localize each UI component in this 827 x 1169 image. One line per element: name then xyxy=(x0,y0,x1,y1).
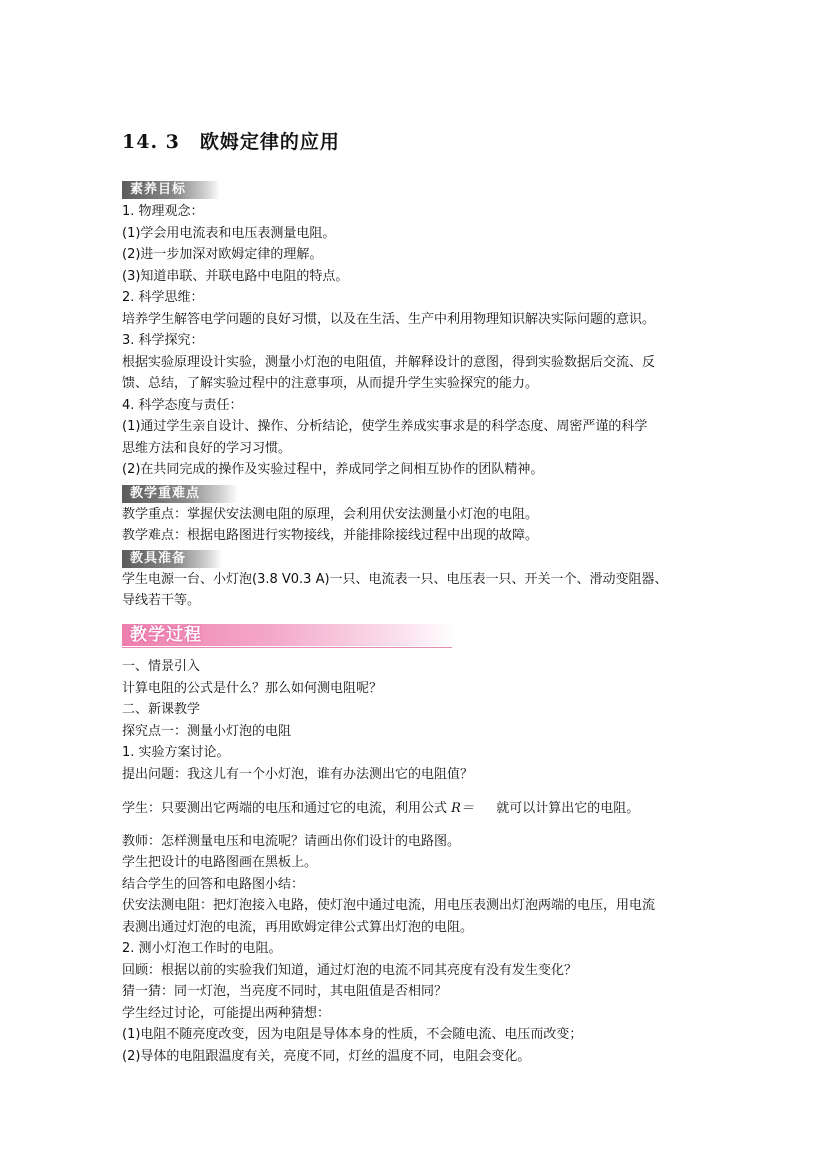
text-line: 1. 实验方案讨论。 xyxy=(122,745,230,760)
section-tag-difficulty: 教学重难点 xyxy=(122,485,238,503)
section-tag-goals: 素养目标 xyxy=(122,181,220,199)
text-line: (2)在共同完成的操作及实验过程中，养成同学之间相互协作的团队精神。 xyxy=(122,462,544,477)
text-line: (1)电阻不随亮度改变，因为电阻是导体本身的性质，不会随电流、电压而改变； xyxy=(122,1027,583,1042)
text-line: (2)进一步加深对欧姆定律的理解。 xyxy=(122,247,323,262)
page-title: 14. 3 欧姆定律的应用 xyxy=(122,131,340,153)
text-line: 教师：怎样测量电压和电流呢？请画出你们设计的电路图。 xyxy=(122,834,461,849)
text-line: 教学重点：掌握伏安法测电阻的原理，会利用伏安法测量小灯泡的电阻。 xyxy=(122,507,539,522)
text-line: 1. 物理观念： xyxy=(122,204,204,219)
text-line: 伏安法测电阻：把灯泡接入电路，使灯泡中通过电流，用电压表测出灯泡两端的电压，用电流 xyxy=(122,898,656,913)
text-line: 结合学生的回答和电路图小结： xyxy=(122,877,305,892)
text-line: 探究点一：测量小灯泡的电阻 xyxy=(122,724,292,739)
text-line: 一、情景引入 xyxy=(122,659,201,674)
text-line: 教学难点：根据电路图进行实物接线，并能排除接线过程中出现的故障。 xyxy=(122,528,539,543)
text-segment: 学生：只要测出它两端的电压和通过它的电流，利用公式 xyxy=(122,801,448,816)
text-segment: 就可以计算出它的电阻。 xyxy=(496,801,640,816)
text-line: (1)通过学生亲自设计、操作、分析结论，使学生养成实事求是的科学态度、周密严谨的科学 xyxy=(122,419,648,434)
text-line: 计算电阻的公式是什么？那么如何测电阻呢？ xyxy=(122,681,383,696)
text-line: 回顾：根据以前的实验我们知道，通过灯泡的电流不同其亮度有没有发生变化？ xyxy=(122,963,578,978)
text-line: 学生把设计的电路图画在黑板上。 xyxy=(122,855,318,870)
text-line: (3)知道串联、并联电路中电阻的特点。 xyxy=(122,269,349,284)
text-line: 学生电源一台、小灯泡(3.8 V0.3 A)一只、电流表一只、电压表一只、开关一个、滑动变阻器、 xyxy=(122,572,668,587)
text-line: 猜一猜：同一灯泡，当亮度不同时，其电阻值是否相同？ xyxy=(122,984,448,999)
ohm-formula: R＝ xyxy=(451,801,474,816)
text-line: 学生经过讨论，可能提出两种猜想： xyxy=(122,1006,331,1021)
text-line: 3. 科学探究： xyxy=(122,333,204,348)
section-tag-prep: 教具准备 xyxy=(122,550,222,568)
text-line: (2)导体的电阻跟温度有关，亮度不同，灯丝的温度不同，电阻会变化。 xyxy=(122,1049,531,1064)
text-line: 2. 测小灯泡工作时的电阻。 xyxy=(122,941,282,956)
text-line: (1)学会用电流表和电压表测量电阻。 xyxy=(122,226,336,241)
text-line: 2. 科学思维： xyxy=(122,290,204,305)
text-line: 馈、总结，了解实验过程中的注意事项，从而提升学生实验探究的能力。 xyxy=(122,376,539,391)
text-line-with-formula xyxy=(122,801,639,817)
text-line: 培养学生解答电学问题的良好习惯，以及在生活、生产中利用物理知识解决实际问题的意识。 xyxy=(122,312,656,327)
text-line: 提出问题：我这儿有一个小灯泡，谁有办法测出它的电阻值？ xyxy=(122,767,474,782)
text-line: 二、新课教学 xyxy=(122,702,201,717)
text-line: 思维方法和良好的学习习惯。 xyxy=(122,441,292,456)
section-underline xyxy=(122,647,452,648)
text-line: 导线若干等。 xyxy=(122,593,201,608)
text-line: 根据实验原理设计实验，测量小灯泡的电阻值，并解释设计的意图，得到实验数据后交流、反 xyxy=(122,355,656,370)
text-line: 表测出通过灯泡的电流，再用欧姆定律公式算出灯泡的电阻。 xyxy=(122,920,474,935)
section-tag-process: 教学过程 xyxy=(122,624,455,646)
text-line: 4. 科学态度与责任： xyxy=(122,398,243,413)
